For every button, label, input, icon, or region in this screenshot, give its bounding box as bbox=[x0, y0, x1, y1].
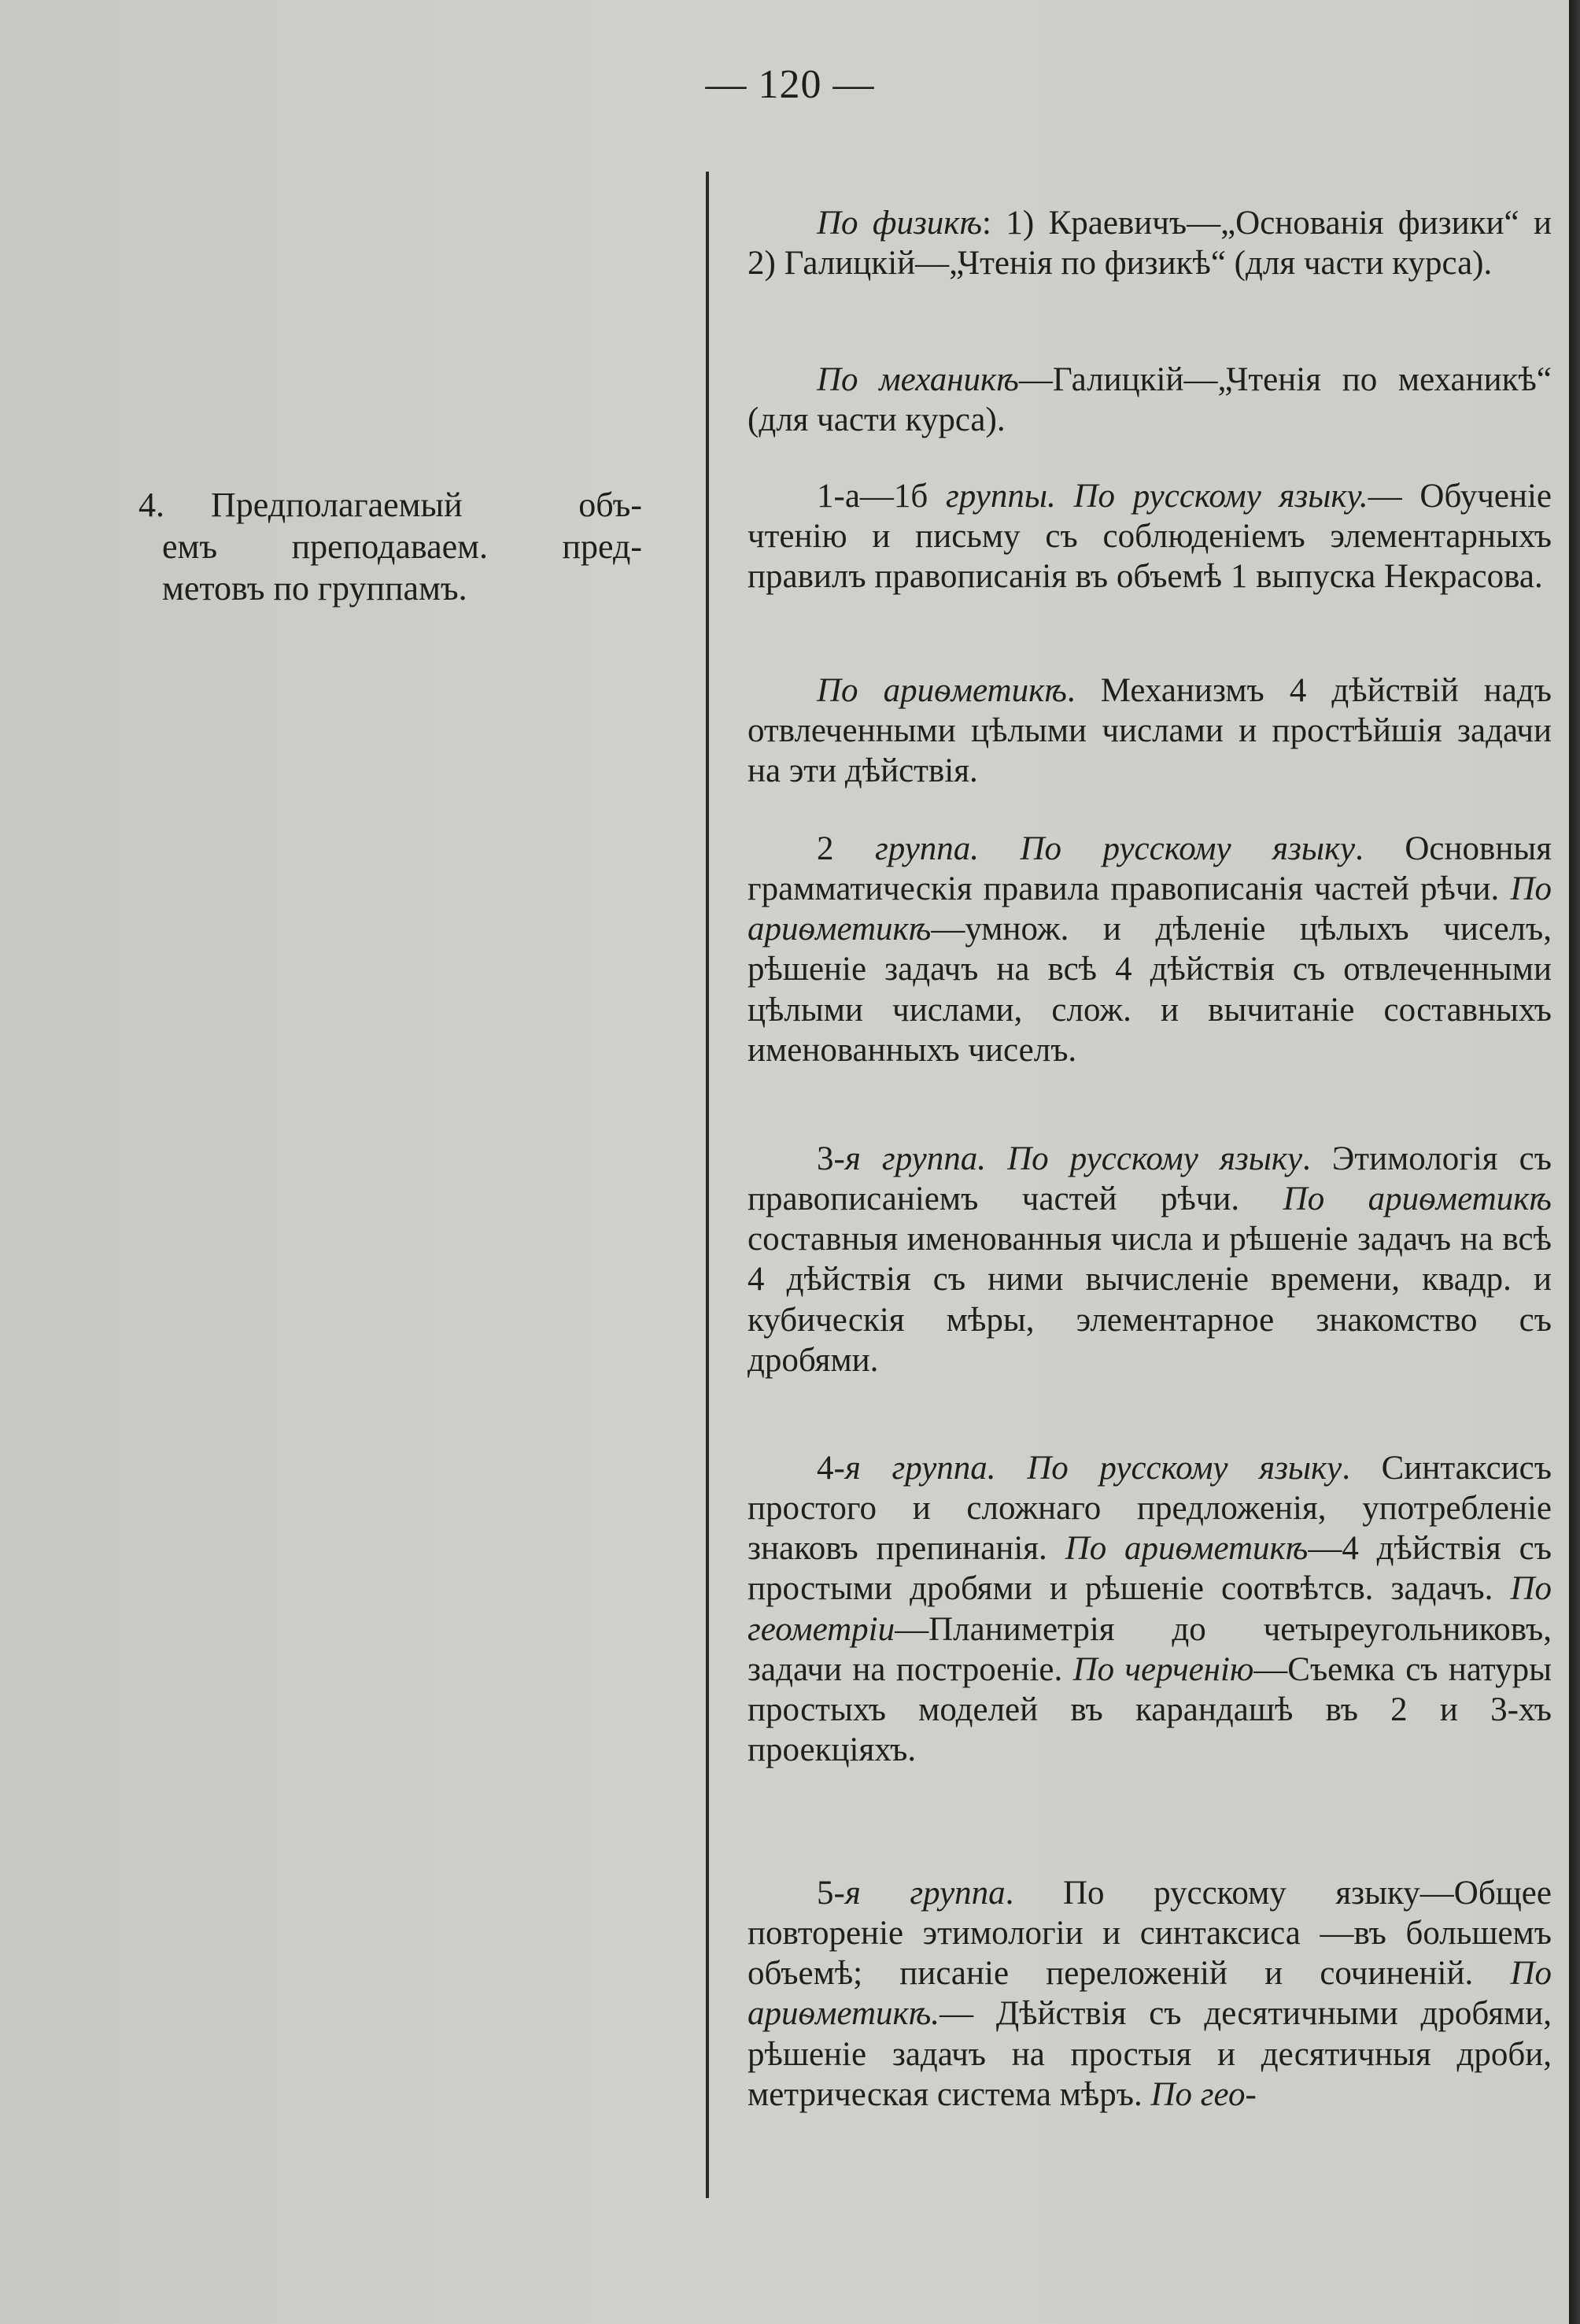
italic-heading: я группа. По русскому языку bbox=[844, 1450, 1342, 1487]
text-run: 5- bbox=[817, 1875, 845, 1912]
text-run: —Планиметрія до четыреугольниковъ, задачи на построеніе. bbox=[748, 1610, 1552, 1688]
italic-heading: По гео- bbox=[1150, 2075, 1257, 2113]
text-run: — Обученіе чтенію и письму съ соблюденіемъ элементарныхъ правилъ правописанія въ объемѣ 1 выпуска Некрасова. bbox=[748, 478, 1552, 596]
text-run: . Механизмъ 4 дѣйствій надъ отвлеченными цѣлыми числами и простѣйшія задачи на эти дѣйствія. bbox=[748, 672, 1552, 790]
text-run: : 1) Краевичъ—„Основанія физики“ и 2) Галицкій—„Чтенія по физикѣ“ (для части курса). bbox=[748, 205, 1552, 283]
italic-heading: По механикѣ bbox=[817, 361, 1019, 398]
paragraph-text bbox=[748, 1873, 1552, 2115]
text-run: составныя именованныя числа и рѣшеніе задачъ на всѣ 4 дѣйствія съ ними вычисленіе времени, квадр. и кубическія мѣры, элементарное знакомство съ дробями. bbox=[748, 1221, 1552, 1379]
italic-heading: я группа bbox=[844, 1875, 1006, 1912]
margin-note-line: емъ преподаваем. пред- bbox=[162, 527, 642, 566]
italic-heading: По ариѳметикѣ bbox=[1065, 1530, 1309, 1568]
paragraph-group-1 bbox=[748, 476, 1552, 597]
italic-heading: По физикѣ bbox=[817, 205, 983, 242]
italic-heading: По ариѳметикѣ bbox=[817, 672, 1067, 709]
text-run: . Синтаксисъ простого и сложнаго предложенія, употребленіе знаковъ препинанія. bbox=[748, 1450, 1552, 1568]
italic-heading: группы. По русскому языку. bbox=[946, 478, 1368, 515]
text-run: —умнож. и дѣленіе цѣлыхъ чиселъ, рѣшеніе задачъ на всѣ 4 дѣйствія съ отвлеченными цѣлыми числами, слож. и вычитаніе составныхъ именованныхъ чиселъ. bbox=[748, 911, 1552, 1069]
page-edge-shadow bbox=[1569, 0, 1580, 2324]
text-run: 1-а—1б bbox=[817, 478, 947, 515]
text-run: . Этимологія съ правописаніемъ частей рѣчи. bbox=[748, 1140, 1552, 1218]
paragraph-group-2 bbox=[748, 829, 1552, 1070]
paragraph-mechanics bbox=[748, 360, 1552, 440]
text-run: 4- bbox=[817, 1450, 845, 1487]
paragraph-group-1-arithmetic bbox=[748, 671, 1552, 791]
italic-heading: я группа. По русскому языку bbox=[844, 1140, 1303, 1177]
italic-heading: По черченію bbox=[1072, 1650, 1254, 1688]
paragraph-text bbox=[748, 203, 1552, 283]
paragraph-text bbox=[748, 671, 1552, 791]
text-run: . По русскому языку—Общее повтореніе этимологіи и синтаксиса —въ большемъ объемѣ; писаніе переложеній и сочиненій. bbox=[748, 1875, 1552, 1993]
italic-heading: группа. По русскому языку bbox=[874, 830, 1356, 867]
text-run: —Галицкій—„Чтенія по механикѣ“ (для части курса). bbox=[748, 361, 1552, 439]
column-divider bbox=[706, 172, 709, 2198]
text-run: —4 дѣйствія съ простыми дробями и рѣшеніе соотвѣтсв. задачъ. bbox=[748, 1530, 1552, 1608]
margin-note-line: Предполагаемый объ- bbox=[211, 486, 642, 524]
text-run: — Дѣйствія съ десятичными дробями, рѣшеніе задачъ на простыя и десятичныя дроби, метрическая система мѣръ. bbox=[748, 1995, 1552, 2113]
paragraph-text bbox=[748, 476, 1552, 597]
paragraph-physics bbox=[748, 203, 1552, 283]
page-number: — 120 — bbox=[705, 62, 875, 107]
text-run: —Съемка съ натуры простыхъ моделей въ карандашѣ въ 2 и 3-хъ проекціяхъ. bbox=[748, 1650, 1552, 1769]
italic-heading: По ариѳметикѣ bbox=[1283, 1180, 1552, 1218]
italic-heading: По ариѳметикѣ bbox=[748, 870, 1552, 948]
paragraph-group-4 bbox=[748, 1448, 1552, 1770]
margin-note bbox=[138, 485, 642, 609]
text-run: . Основныя грамматическія правила правописанія частей рѣчи. bbox=[748, 830, 1552, 908]
paragraph-text bbox=[748, 1139, 1552, 1380]
paragraph-group-5 bbox=[748, 1873, 1552, 2115]
paragraph-group-3 bbox=[748, 1139, 1552, 1380]
italic-heading: По ариѳметикѣ. bbox=[748, 1955, 1552, 2033]
text-run: 2 bbox=[817, 830, 875, 867]
paragraph-text bbox=[748, 360, 1552, 440]
text-run: 3- bbox=[817, 1140, 845, 1177]
margin-note-line: метовъ по группамъ. bbox=[162, 568, 467, 608]
paragraph-text bbox=[748, 829, 1552, 1070]
margin-note-number: 4. bbox=[138, 486, 164, 524]
paragraph-text bbox=[748, 1448, 1552, 1770]
italic-heading: По геометріи bbox=[748, 1570, 1552, 1648]
